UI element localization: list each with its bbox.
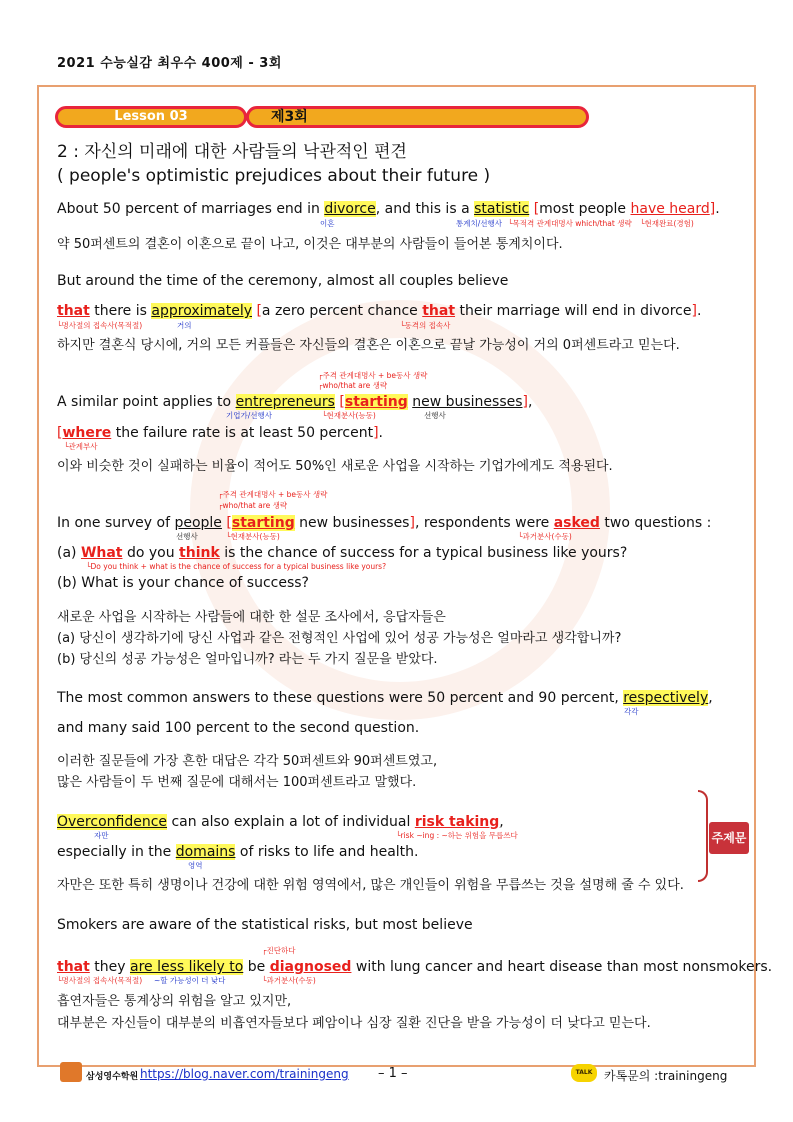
document-title: 2021 수능실감 최우수 400제 - 3회 (57, 56, 282, 71)
topic-sentence-badge: 주제문 (709, 822, 749, 854)
round-label: 제3회 (246, 106, 589, 128)
p6-annotation-domains: 영역 (188, 861, 203, 870)
p7-annotation-that: └명사절의 접속사(목적절) (57, 976, 143, 985)
kakao-talk-icon: TALK (571, 1064, 597, 1082)
p1-korean: 약 50퍼센트의 결혼이 이혼으로 끝이 나고, 이것은 대부분의 사람들이 들어본 통계치이다. (57, 237, 563, 252)
p3-annotation-top2: ┌who/that are 생략 (318, 381, 388, 390)
p5-annotation-resp: 각각 (624, 707, 639, 716)
p2-annotation-that1: └명사절의 접속사(목적절) (57, 321, 143, 330)
topic-brace (698, 790, 708, 882)
page-number: – 1 – (378, 1066, 408, 1081)
p4-korean-1: 새로운 사업을 시작하는 사람들에 대한 한 설문 조사에서, 응답자들은 (57, 610, 446, 625)
p6-sentence: Overconfidence can also explain a lot of individual risk taking, (57, 814, 504, 830)
lesson-label: Lesson 03 (55, 106, 247, 128)
p4-annotation-past: └과거분사(수동) (518, 532, 572, 541)
p4-question-b: (b) What is your chance of success? (57, 575, 309, 591)
p2-sentence: that there is approximately [a zero percent chance that their marriage will end in divorce]. (57, 303, 702, 319)
p7-korean-1: 흡연자들은 통계상의 위험을 알고 있지만, (57, 994, 292, 1009)
p4-korean-2: (a) 당신이 생각하기에 당신 사업과 같은 전형적인 사업에 있어 성공 가능성은 얼마라고 생각합니까? (57, 631, 622, 646)
p6-line2: especially in the domains of risks to life and health. (57, 844, 419, 860)
p4-sentence: In one survey of people [starting new businesses], respondents were asked two questions : (57, 515, 712, 531)
p4-question-a: (a) What do you think is the chance of success for a typical business like yours? (57, 545, 628, 561)
p6-annotation-risk: └risk ~ing : ~하는 위험을 무릅쓰다 (396, 831, 518, 840)
p3-annotation-present: └현재분사(능동) (322, 411, 376, 420)
academy-logo-icon (60, 1062, 82, 1082)
p7-annotation-diagnose: ┌진단하다 (262, 946, 296, 955)
p1-annotation-perfect: └현재완료(경험) (640, 219, 694, 228)
p6-korean: 자만은 또한 특히 생명이나 건강에 대한 위험 영역에서, 많은 개인들이 위험을 무릅쓰는 것을 설명해 줄 수 있다. (57, 878, 684, 893)
p4-korean-3: (b) 당신의 성공 가능성은 얼마입니까? 라는 두 가지 질문을 받았다. (57, 652, 438, 667)
p4-annotation-top2: ┌who/that are 생략 (218, 501, 288, 510)
blog-link[interactable]: https://blog.naver.com/trainingeng (140, 1067, 349, 1081)
kakao-contact: 카톡문의 :trainingeng (604, 1069, 728, 1083)
p3-sentence: A similar point applies to entrepreneurs [starting new businesses], (57, 394, 533, 410)
p3-annotation-entre: 기업가/선행사 (226, 411, 272, 420)
p7-annotation-past: └과거분사(수동) (262, 976, 316, 985)
p7-annotation-less: ~할 가능성이 더 낮다 (154, 976, 226, 985)
p4-annotation-people: 선행사 (176, 532, 198, 541)
p3-annotation-where: └관계부사 (64, 442, 98, 451)
p3-annotation-top1: ┌주격 관계대명사 + be동사 생략 (318, 371, 428, 380)
p5-line2: and many said 100 percent to the second question. (57, 720, 420, 736)
heading-english: ( people's optimistic prejudices about their future ) (57, 166, 491, 186)
p3-korean: 이와 비슷한 것이 실패하는 비율이 적어도 50%인 새로운 사업을 시작하는 기업가에게도 적용된다. (57, 459, 613, 474)
heading-korean: 2 : 자신의 미래에 대한 사람들의 낙관적인 편견 (57, 142, 407, 162)
p2-annotation-that2: └동격의 접속사 (400, 321, 451, 330)
p1-annotation-divorce: 이혼 (320, 219, 335, 228)
p3-line2: [where the failure rate is at least 50 percent]. (57, 425, 383, 441)
p7-line1: Smokers are aware of the statistical risks, but most believe (57, 917, 473, 933)
p2-annotation-approx: 거의 (177, 321, 192, 330)
p1-sentence: About 50 percent of marriages end in divorce, and this is a statistic [most people have heard]. (57, 201, 720, 217)
p1-annotation-which: └목적격 관계대명사 which/that 생략 (508, 219, 632, 228)
p2-korean: 하지만 결혼식 당시에, 거의 모든 커플들은 자신들의 결혼은 이혼으로 끝날 가능성이 거의 0퍼센트라고 믿는다. (57, 338, 680, 353)
p4-annotation-top1: ┌주격 관계대명사 + be동사 생략 (218, 490, 328, 499)
academy-name: 삼성영수학원 (86, 1072, 139, 1082)
p7-sentence: that they are less likely to be diagnosed with lung cancer and heart disease than most nonsmokers. (57, 959, 773, 975)
p6-annotation-over: 자만 (94, 831, 109, 840)
p7-korean-2: 대부분은 자신들이 대부분의 비흡연자들보다 폐암이나 심장 질환 진단을 받을 가능성이 더 낮다고 믿는다. (57, 1016, 651, 1031)
p5-korean-2: 많은 사람들이 두 번째 질문에 대해서는 100퍼센트라고 말했다. (57, 775, 417, 790)
p4-annotation-present: └현재분사(능동) (226, 532, 280, 541)
p5-korean-1: 이러한 질문들에 가장 흔한 대답은 각각 50퍼센트와 90퍼센트였고, (57, 754, 438, 769)
p2-line1: But around the time of the ceremony, almost all couples believe (57, 273, 509, 289)
p1-annotation-statistic: 통계치/선행사 (456, 219, 502, 228)
p4-annotation-question: └Do you think + what is the chance of success for a typical business like yours? (86, 562, 387, 571)
p3-annotation-antecedent: 선행사 (424, 411, 446, 420)
p5-sentence: The most common answers to these questions were 50 percent and 90 percent, respectively, (57, 690, 713, 706)
